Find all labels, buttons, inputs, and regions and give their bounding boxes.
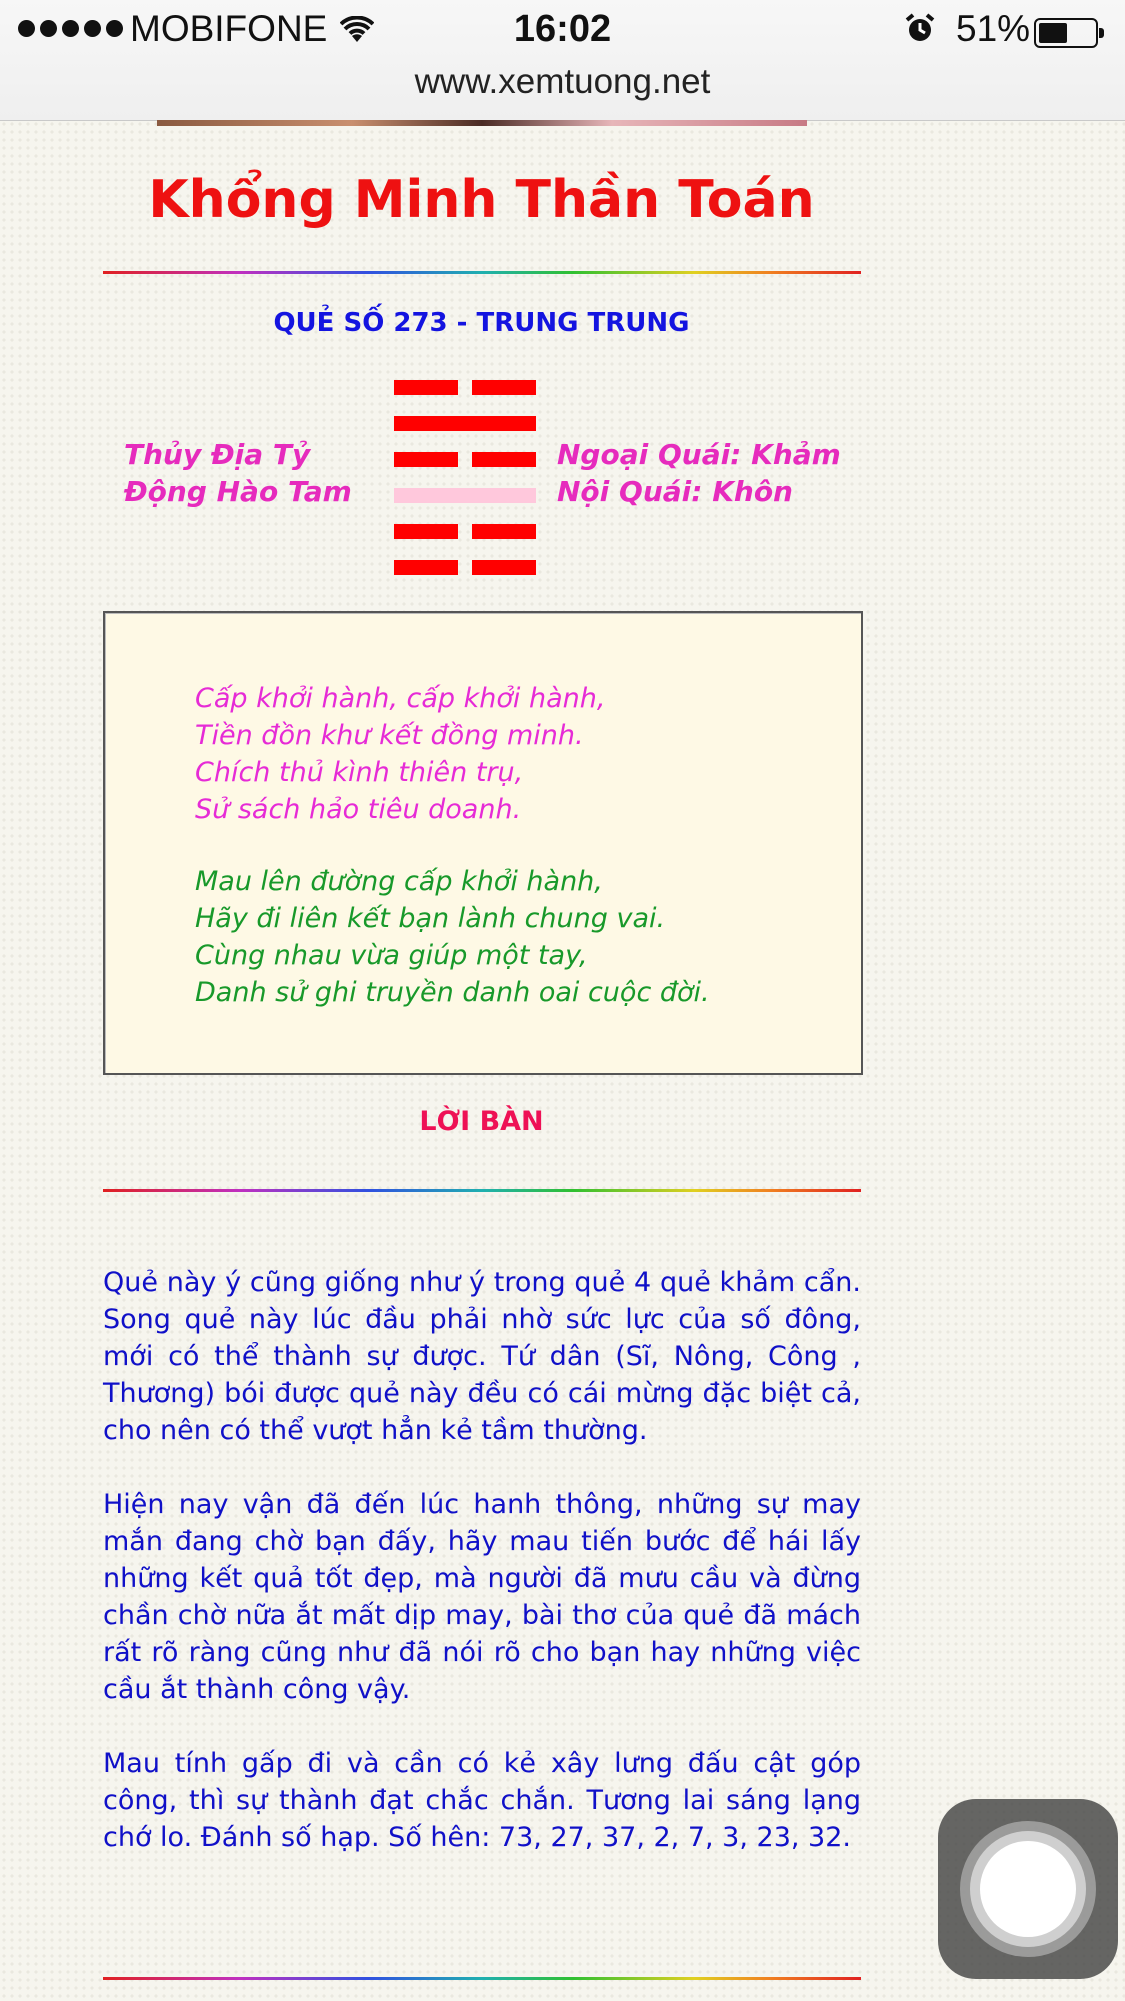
poem-box [103, 611, 863, 1075]
rainbow-divider [103, 1189, 861, 1192]
commentary-paragraph: Mau tính gấp đi và cần có kẻ xây lưng đấu cật góp công, thì sự thành đạt chắc chắn. Tương lai sáng lạng chớ lo. Đánh số hạp. Số hên: 73, 27, 37, 2, 7, 3, 23, 32. [103, 1748, 861, 1853]
battery-icon [1034, 18, 1098, 48]
hexagram-line [394, 560, 536, 575]
poem-line: Mau lên đường cấp khởi hành, [195, 866, 603, 897]
page-title: Khổng Minh Thần Toán [148, 170, 815, 230]
rainbow-divider [103, 271, 861, 274]
assistive-touch-button[interactable] [938, 1799, 1118, 1979]
alarm-icon [904, 12, 936, 53]
commentary-heading: LỜI BÀN [419, 1106, 544, 1137]
poem-line: Cùng nhau vừa giúp một tay, [195, 940, 588, 971]
clock: 16:02 [513, 8, 612, 50]
poem-line: Hãy đi liên kết bạn lành chung vai. [195, 903, 666, 934]
carrier-name: MOBIFONE [130, 8, 328, 49]
poem-line: Tiền đồn khư kết đồng minh. [195, 720, 584, 751]
commentary-paragraph: Hiện nay vận đã đến lúc hanh thông, những sự may mắn đang chờ bạn đấy, hãy mau tiến bước để hái lấy những kết quả tốt đẹp, mà người đã mưu cầu và đừng chần chờ nữa ắt mất dịp may, bài thơ của quẻ đã mách rất rõ ràng cũng như đã nói rõ cho bạn hay những việc cầu ắt thành công vậy. [103, 1489, 861, 1705]
inner-trigram: Nội Quái: Khôn [557, 475, 793, 508]
hexagram-line [394, 416, 536, 431]
hexagram-name: Thủy Địa Tỷ [124, 438, 311, 471]
poem-translation [195, 863, 710, 1011]
status-bar [0, 0, 1125, 121]
outer-trigram: Ngoại Quái: Khảm [557, 438, 841, 471]
battery-percentage: 51% [956, 8, 1031, 49]
rainbow-divider [103, 1977, 861, 1980]
moving-line-label: Động Hào Tam [124, 475, 352, 508]
commentary-paragraph: Quẻ này ý cũng giống như ý trong quẻ 4 quẻ khảm cẩn. Song quẻ này lúc đầu phải nhờ sức lực của số đông, mới có thể thành sự được. Tứ dân (Sĩ, Nông, Công , Thương) bói được quẻ này đều có cái mừng đặc biệt cả, cho nên có thể vượt hẳn kẻ tầm thường. [103, 1267, 861, 1446]
hexagram-line [394, 524, 536, 539]
que-number-heading: QUẺ SỐ 273 - TRUNG TRUNG [273, 308, 690, 338]
hexagram-line [394, 452, 536, 467]
poem-line: Chích thủ kình thiên trụ, [195, 757, 524, 788]
hexagram-name-block [124, 436, 352, 510]
poem-line: Sử sách hảo tiêu doanh. [195, 794, 522, 825]
address-bar-url[interactable]: www.xemtuong.net [414, 62, 711, 101]
poem-line: Cấp khởi hành, cấp khởi hành, [195, 683, 606, 714]
hexagram-line [394, 380, 536, 395]
poem-han-viet [195, 680, 605, 828]
trigram-info-block [557, 436, 841, 510]
poem-line: Danh sử ghi truyền danh oai cuộc đời. [195, 977, 710, 1008]
banner-image [157, 120, 807, 126]
hexagram-line-moving [394, 488, 536, 503]
